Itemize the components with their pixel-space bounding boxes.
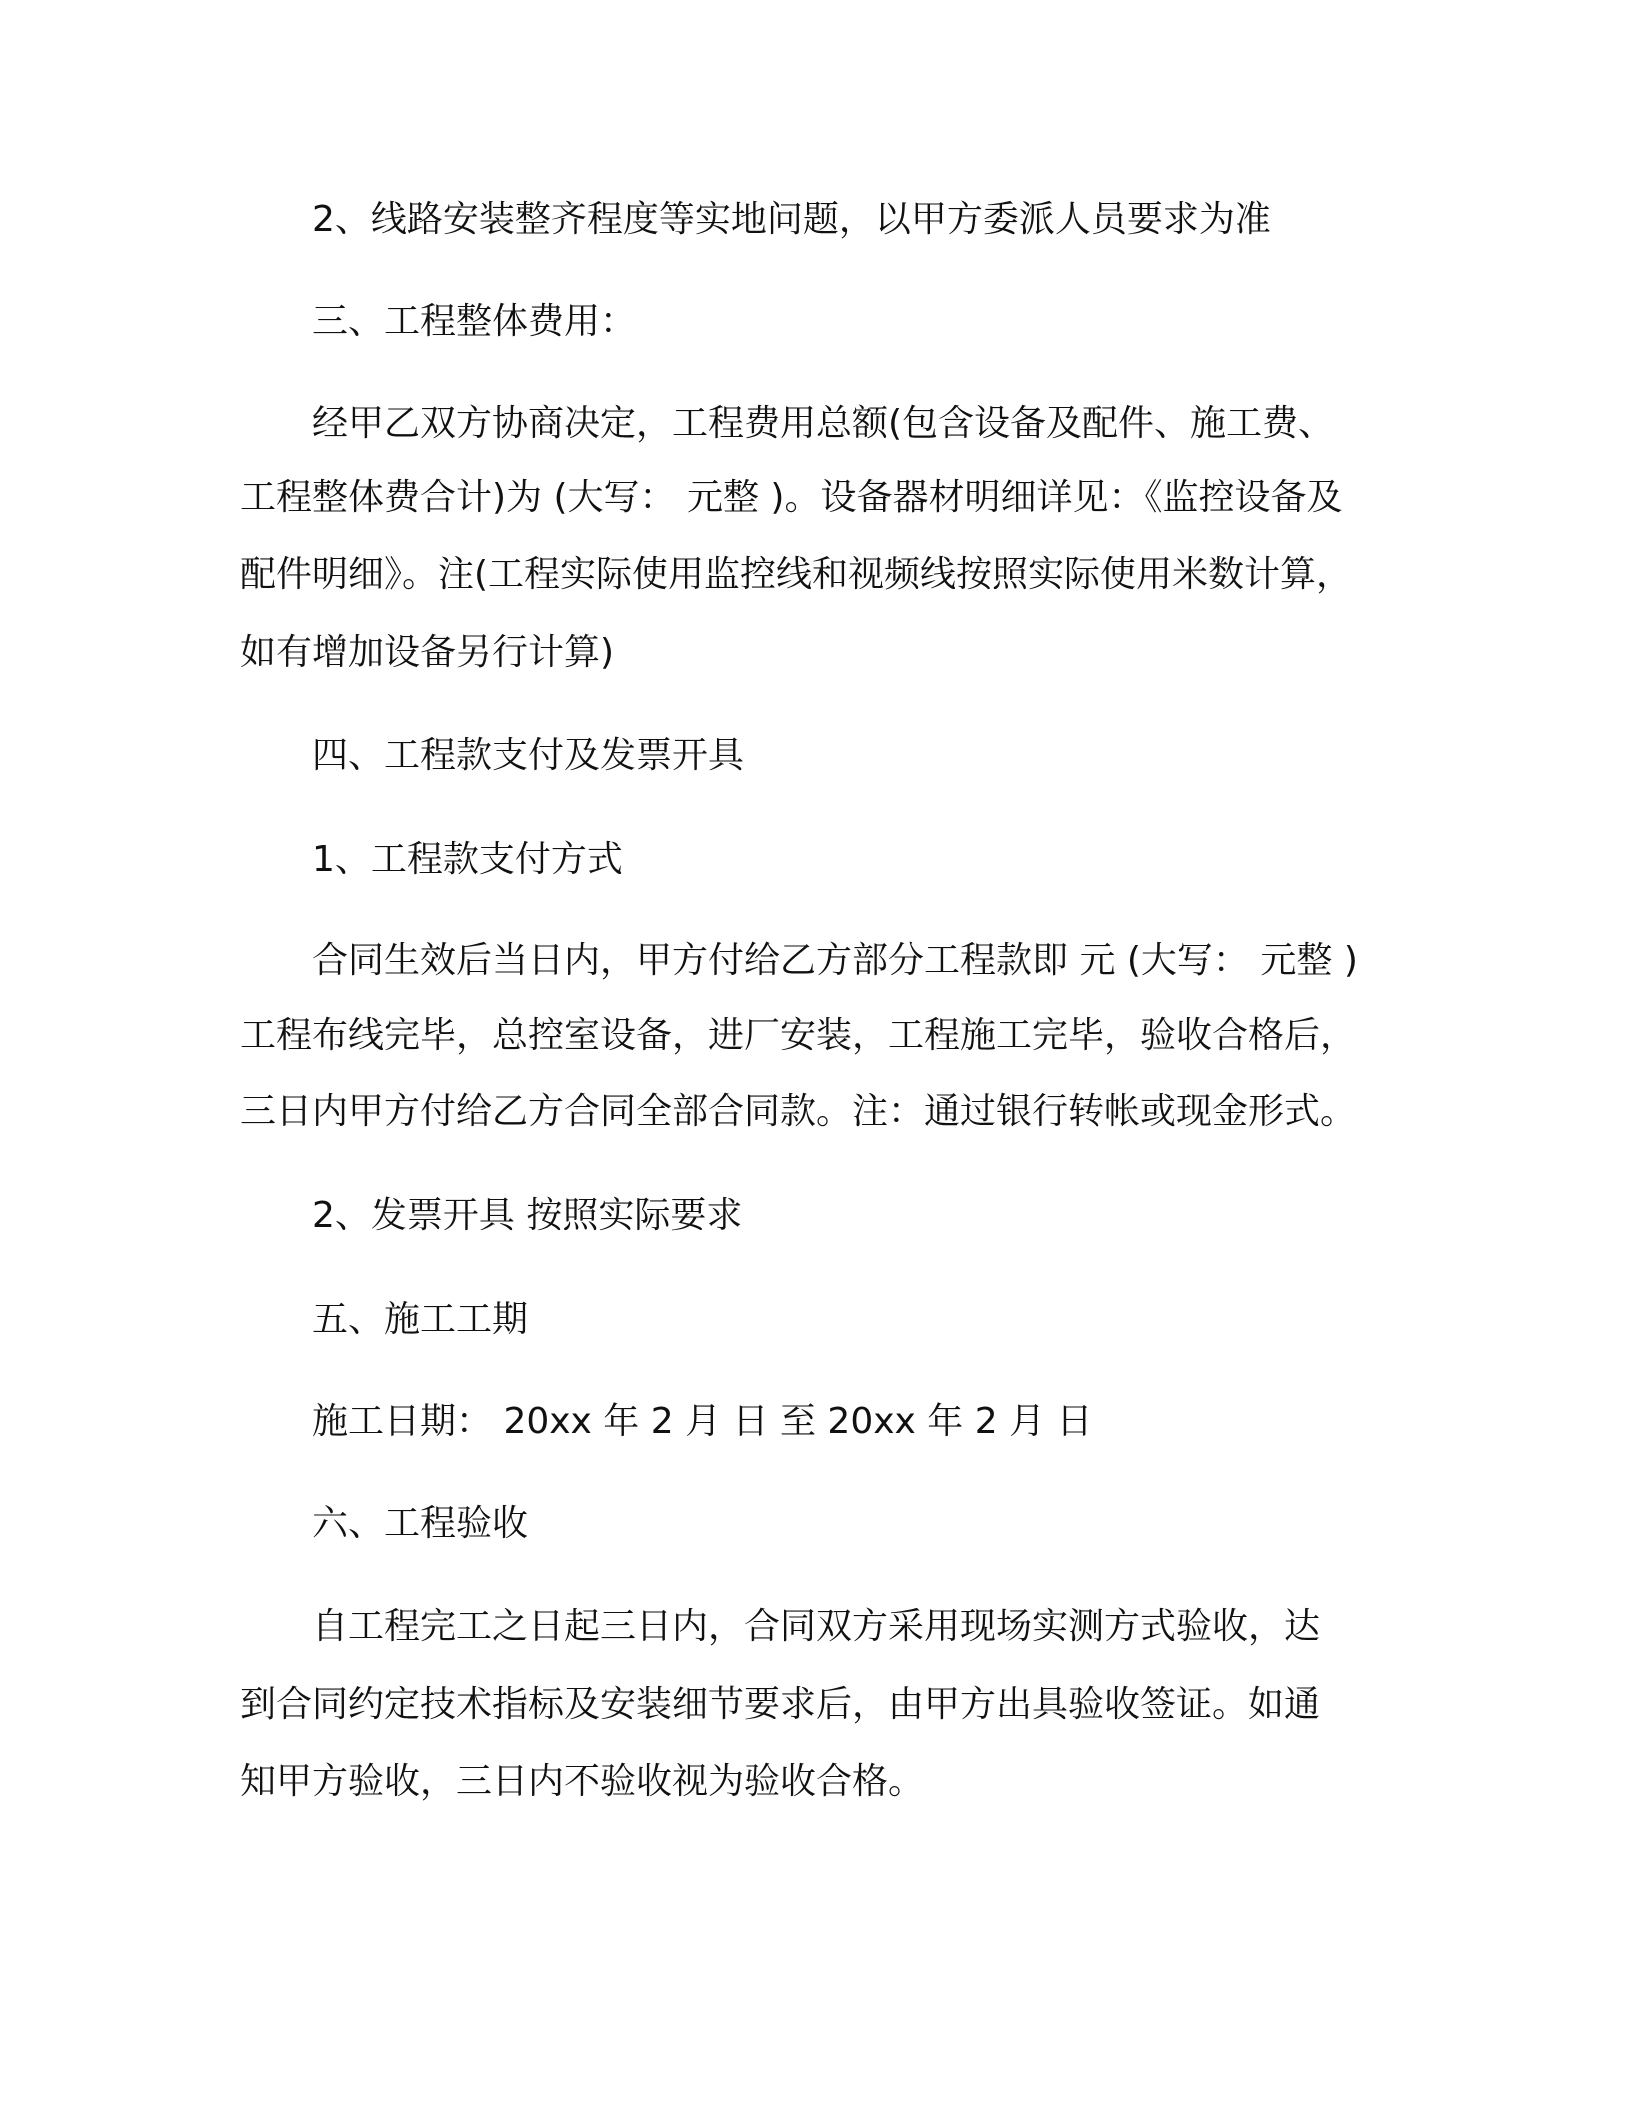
paragraph-payment-line-3: 三日内甲方付给乙方合同全部合同款。注：通过银行转帐或现金形式。 xyxy=(240,1091,1357,1132)
clause-1-payment-method: 1、工程款支付方式 xyxy=(312,839,623,880)
section-6-heading: 六、工程验收 xyxy=(312,1503,529,1544)
clause-2-line-installation: 2、线路安装整齐程度等实地问题，以甲方委派人员要求为准 xyxy=(312,199,1271,240)
clause-2-invoice: 2、发票开具 按照实际要求 xyxy=(312,1195,743,1236)
section-4-heading: 四、工程款支付及发票开具 xyxy=(312,735,745,776)
paragraph-payment-line-1: 合同生效后当日内，甲方付给乙方部分工程款即 元 (大写： 元整 ) xyxy=(312,940,1358,981)
paragraph-fee-line-4: 如有增加设备另行计算) xyxy=(240,632,615,673)
section-5-heading: 五、施工工期 xyxy=(312,1299,529,1340)
paragraph-payment-line-2: 工程布线完毕，总控室设备，进厂安装，工程施工完毕，验收合格后， xyxy=(240,1015,1357,1056)
paragraph-fee-line-3: 配件明细》。注(工程实际使用监控线和视频线按照实际使用米数计算， xyxy=(240,554,1353,595)
paragraph-acceptance-line-3: 知甲方验收，三日内不验收视为验收合格。 xyxy=(240,1761,925,1802)
section-3-heading: 三、工程整体费用： xyxy=(312,301,637,342)
paragraph-acceptance-line-1: 自工程完工之日起三日内，合同双方采用现场实测方式验收，达 xyxy=(312,1606,1321,1647)
paragraph-fee-line-1: 经甲乙双方协商决定，工程费用总额(包含设备及配件、施工费、 xyxy=(312,403,1335,444)
paragraph-acceptance-line-2: 到合同约定技术指标及安装细节要求后，由甲方出具验收签证。如通 xyxy=(240,1684,1321,1725)
paragraph-fee-line-2: 工程整体费合计)为 (大写： 元整 )。设备器材明细详见：《监控设备及 xyxy=(240,477,1343,518)
construction-dates: 施工日期： 20xx 年 2 月 日 至 20xx 年 2 月 日 xyxy=(312,1401,1093,1442)
